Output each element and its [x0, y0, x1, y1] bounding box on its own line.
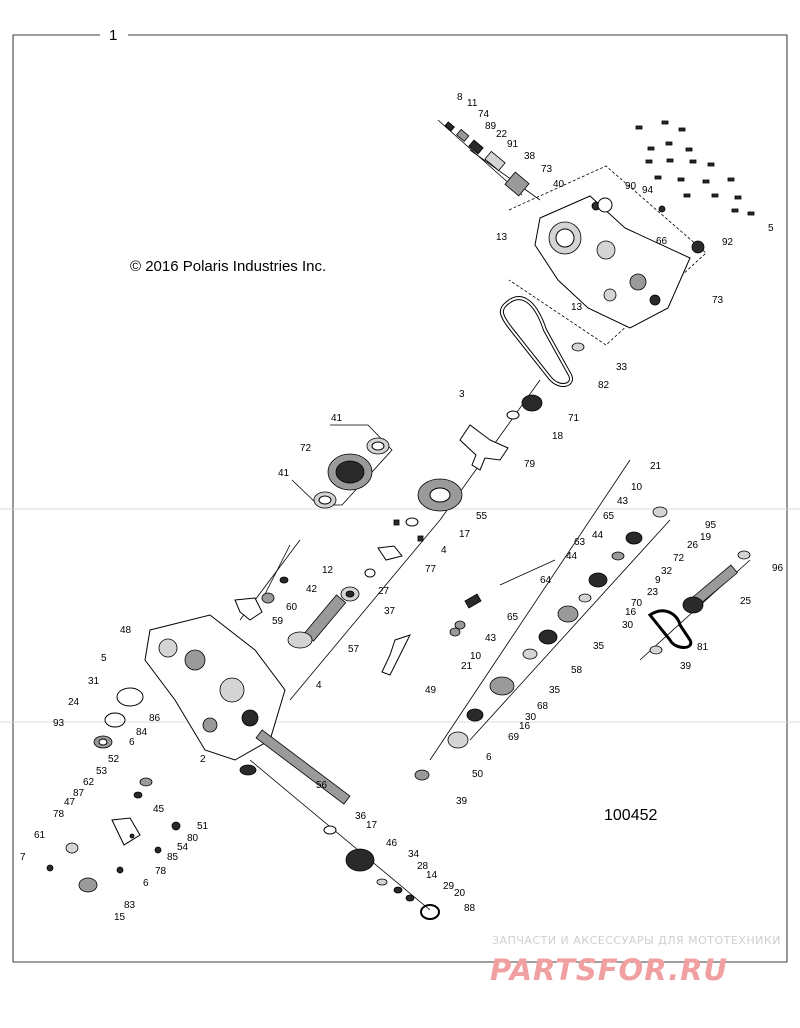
callout-label: 4: [441, 545, 447, 556]
callout-label: 21: [650, 461, 662, 472]
callout-label: 30: [525, 712, 537, 723]
callout-label: 82: [598, 380, 610, 391]
bolt-set: [636, 121, 754, 215]
figure-number: 100452: [604, 807, 658, 824]
callout-label: 17: [366, 820, 378, 831]
callout-label: 94: [642, 185, 654, 196]
callout-label: 44: [592, 530, 604, 541]
callout-label: 28: [417, 861, 429, 872]
callout-label: 87: [73, 788, 85, 799]
callout-label: 22: [496, 129, 508, 140]
callout-label: 7: [20, 852, 26, 863]
pawl-lever: [382, 635, 410, 675]
shift-shaft: [450, 560, 555, 636]
callout-label: 24: [68, 697, 80, 708]
bracket-parts: [235, 545, 290, 620]
callout-label: 39: [680, 661, 692, 672]
callout-label: 65: [603, 511, 615, 522]
callout-label: 83: [124, 900, 136, 911]
callout-labels: [20, 92, 784, 923]
callout-label: 60: [286, 602, 298, 613]
callout-label: 6: [129, 737, 135, 748]
watermark-tagline: ЗАПЧАСТИ И АКСЕССУАРЫ ДЛЯ МОТОТЕХНИКИ: [492, 934, 781, 947]
callout-label: 13: [496, 232, 508, 243]
callout-label: 74: [478, 109, 490, 120]
callout-label: 66: [656, 236, 668, 247]
callout-label: 20: [454, 888, 466, 899]
callout-label: 18: [552, 431, 564, 442]
callout-label: 81: [697, 642, 709, 653]
callout-label: 41: [278, 468, 290, 479]
callout-label: 35: [593, 641, 605, 652]
callout-label: 10: [470, 651, 482, 662]
callout-label: 61: [34, 830, 46, 841]
callout-label: 17: [459, 529, 471, 540]
callout-label: 95: [705, 520, 717, 531]
callout-label: 9: [655, 575, 661, 586]
callout-label: 56: [316, 780, 328, 791]
callout-label: 52: [108, 754, 120, 765]
shift-fork: [460, 425, 508, 470]
callout-label: 42: [306, 584, 318, 595]
callout-label: 84: [136, 727, 148, 738]
callout-label: 29: [443, 881, 455, 892]
callout-label: 15: [114, 912, 126, 923]
callout-label: 39: [456, 796, 468, 807]
callout-label: 78: [155, 866, 167, 877]
callout-label: 78: [53, 809, 65, 820]
callout-label: 6: [143, 878, 149, 889]
callout-label: 43: [617, 496, 629, 507]
callout-label: 93: [53, 718, 65, 729]
callout-label: 89: [485, 121, 497, 132]
callout-label: 46: [386, 838, 398, 849]
callout-label: 69: [508, 732, 520, 743]
callout-label: 54: [177, 842, 189, 853]
callout-label: 45: [153, 804, 165, 815]
callout-label: 14: [426, 870, 438, 881]
callout-label: 35: [549, 685, 561, 696]
callout-label: 6: [486, 752, 492, 763]
sprocket: [418, 479, 462, 511]
callout-label: 37: [384, 606, 396, 617]
callout-label: 63: [574, 537, 586, 548]
callout-label: 49: [425, 685, 437, 696]
callout-label: 36: [355, 811, 367, 822]
callout-label: 13: [571, 302, 583, 313]
callout-label: 90: [625, 181, 637, 192]
callout-label: 44: [566, 551, 578, 562]
callout-label: 80: [187, 833, 199, 844]
callout-label: 72: [300, 443, 312, 454]
callout-label: 68: [537, 701, 549, 712]
callout-label: 21: [461, 661, 473, 672]
callout-label: 27: [378, 586, 390, 597]
callout-label: 26: [687, 540, 699, 551]
callout-label: 33: [616, 362, 628, 373]
callout-label: 96: [772, 563, 784, 574]
countershaft-gears: [415, 507, 667, 780]
callout-label: 3: [459, 389, 465, 400]
callout-label: 51: [197, 821, 209, 832]
frame-number: 1: [109, 27, 118, 44]
upper-shaft-stack: [438, 120, 529, 196]
callout-label: 16: [519, 721, 531, 732]
callout-label: 32: [661, 566, 673, 577]
callout-label: 5: [101, 653, 107, 664]
callout-label: 64: [540, 575, 552, 586]
callout-label: 65: [507, 612, 519, 623]
callout-label: 53: [96, 766, 108, 777]
callout-label: 71: [568, 413, 580, 424]
callout-label: 30: [622, 620, 634, 631]
callout-label: 4: [316, 680, 322, 691]
input-shaft: [256, 730, 439, 919]
callout-label: 70: [631, 598, 643, 609]
callout-label: 73: [541, 164, 553, 175]
main-transmission-case: [145, 615, 285, 775]
callout-label: 2: [200, 754, 206, 765]
callout-label: 92: [722, 237, 734, 248]
callout-label: 58: [571, 665, 583, 676]
callout-label: 25: [740, 596, 752, 607]
drive-belt: [502, 298, 584, 419]
callout-label: 73: [712, 295, 724, 306]
callout-label: 59: [272, 616, 284, 627]
callout-label: 31: [88, 676, 100, 687]
callout-label: 72: [673, 553, 685, 564]
copyright-notice: © 2016 Polaris Industries Inc.: [130, 258, 327, 275]
callout-label: 62: [83, 777, 95, 788]
callout-label: 10: [631, 482, 643, 493]
callout-label: 86: [149, 713, 161, 724]
callout-label: 41: [331, 413, 343, 424]
callout-label: 34: [408, 849, 420, 860]
callout-label: 12: [322, 565, 334, 576]
callout-label: 47: [64, 797, 76, 808]
callout-label: 11: [467, 98, 478, 109]
callout-label: 77: [425, 564, 437, 575]
callout-label: 91: [507, 139, 519, 150]
watermark-logo: PARTSFOR.RU: [490, 953, 728, 987]
callout-label: 50: [472, 769, 484, 780]
callout-label: 43: [485, 633, 497, 644]
case-seals: [94, 688, 143, 748]
callout-label: 79: [524, 459, 536, 470]
callout-label: 5: [768, 223, 774, 234]
callout-label: 8: [457, 92, 463, 103]
callout-label: 57: [348, 644, 360, 655]
callout-label: 48: [120, 625, 132, 636]
callout-label: 40: [553, 179, 565, 190]
callout-label: 85: [167, 852, 179, 863]
callout-label: 88: [464, 903, 476, 914]
gear-assembly: [292, 425, 392, 508]
callout-label: 23: [647, 587, 659, 598]
callout-label: 55: [476, 511, 488, 522]
callout-label: 38: [524, 151, 536, 162]
callout-label: 19: [700, 532, 712, 543]
callout-label: 16: [625, 607, 637, 618]
